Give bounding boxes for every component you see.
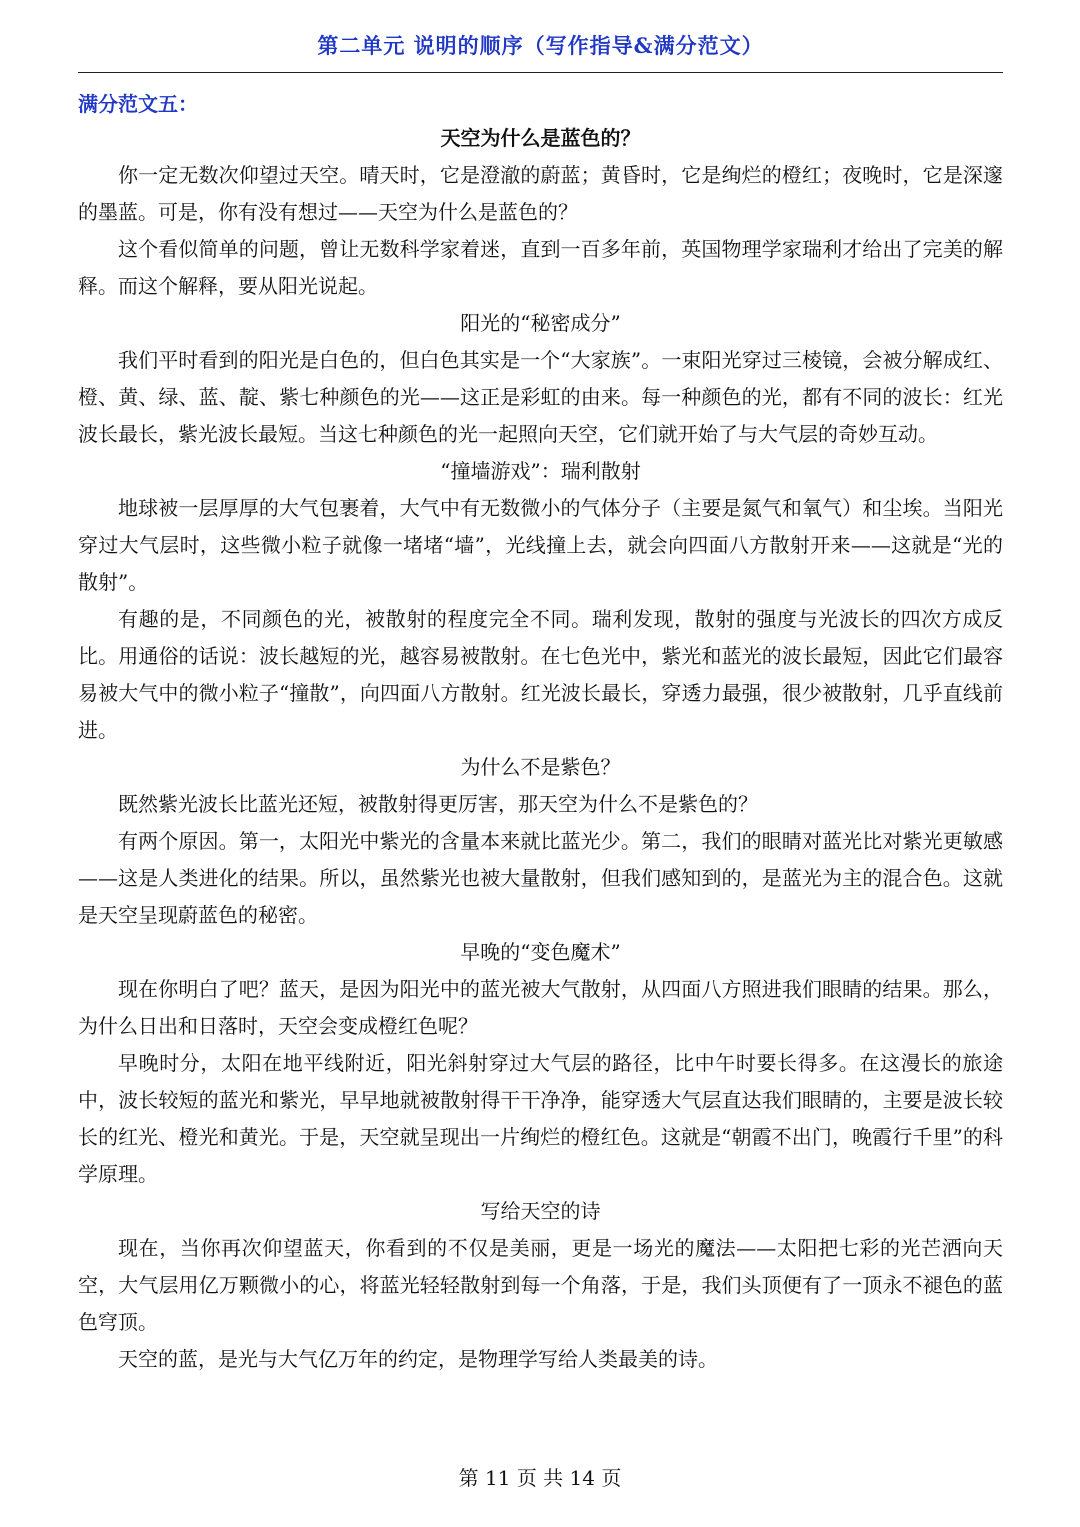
paragraph: 你一定无数次仰望过天空。晴天时，它是澄澈的蔚蓝；黄昏时，它是绚烂的橙红；夜晚时，它是深邃的墨蓝。可是，你有没有想过——天空为什么是蓝色的？ bbox=[78, 163, 1003, 224]
subheading: 阳光的“秘密成分” bbox=[460, 311, 621, 335]
page-number: 第 11 页 共 14 页 bbox=[458, 1466, 622, 1490]
paragraph: 有两个原因。第一，太阳光中紫光的含量本来就比蓝光少。第二，我们的眼睛对蓝光比对紫光更敏感——这是人类进化的结果。所以，虽然紫光也被大量散射，但我们感知到的，是蓝光为主的混合色。这就是天空呈现蔚蓝色的秘密。 bbox=[78, 829, 1003, 927]
paragraph: 这个看似简单的问题，曾让无数科学家着迷，直到一百多年前，英国物理学家瑞利才给出了完美的解释。而这个解释，要从阳光说起。 bbox=[78, 237, 1003, 298]
subheading: 为什么不是紫色？ bbox=[460, 755, 621, 779]
article-title: 天空为什么是蓝色的？ bbox=[440, 126, 641, 150]
paragraph: 早晚时分，太阳在地平线附近，阳光斜射穿过大气层的路径，比中午时要长得多。在这漫长的旅途中，波长较短的蓝光和紫光，早早地就被散射得干干净净，能穿透大气层直达我们眼睛的，主要是波长较长的红光、橙光和黄光。于是，天空就呈现出一片绚烂的橙红色。这就是“朝霞不出门，晚霞行千里”的科学原理。 bbox=[78, 1051, 1003, 1186]
paragraph: 地球被一层厚厚的大气包裹着，大气中有无数微小的气体分子（主要是氮气和氧气）和尘埃。当阳光穿过大气层时，这些微小粒子就像一堵堵“墙”，光线撞上去，就会向四面八方散射开来——这就是“光的散射”。 bbox=[78, 496, 1003, 594]
subheading: “撞墙游戏”：瑞利散射 bbox=[440, 459, 641, 483]
paragraph: 现在你明白了吧？蓝天，是因为阳光中的蓝光被大气散射，从四面八方照进我们眼睛的结果。那么，为什么日出和日落时，天空会变成橙红色呢？ bbox=[78, 977, 1003, 1038]
subheading: 写给天空的诗 bbox=[480, 1199, 601, 1223]
paragraph: 现在，当你再次仰望蓝天，你看到的不仅是美丽，更是一场光的魔法——太阳把七彩的光芒洒向天空，大气层用亿万颗微小的心，将蓝光轻轻散射到每一个角落，于是，我们头顶便有了一顶永不褪色的蓝色穹顶。 bbox=[78, 1236, 1003, 1334]
paragraph: 有趣的是，不同颜色的光，被散射的程度完全不同。瑞利发现，散射的强度与光波长的四次方成反比。用通俗的话说：波长越短的光，越容易被散射。在七色光中，紫光和蓝光的波长最短，因此它们最容易被大气中的微小粒子“撞散”，向四面八方散射。红光波长最长，穿透力最强，很少被散射，几乎直线前进。 bbox=[78, 607, 1003, 742]
header-divider bbox=[78, 72, 1003, 73]
subheading: 早晚的“变色魔术” bbox=[460, 940, 621, 964]
section-label: 满分范文五： bbox=[78, 92, 198, 116]
paragraph: 既然紫光波长比蓝光还短，被散射得更厉害，那天空为什么不是紫色的？ bbox=[118, 792, 758, 816]
paragraph: 天空的蓝，是光与大气亿万年的约定，是物理学写给人类最美的诗。 bbox=[118, 1347, 718, 1371]
paragraph: 我们平时看到的阳光是白色的，但白色其实是一个“大家族”。一束阳光穿过三棱镜，会被分解成红、橙、黄、绿、蓝、靛、紫七种颜色的光——这正是彩虹的由来。每一种颜色的光，都有不同的波长：红光波长最长，紫光波长最短。当这七种颜色的光一起照向天空，它们就开始了与大气层的奇妙互动。 bbox=[78, 348, 1003, 446]
running-header: 第二单元 说明的顺序（写作指导&满分范文） bbox=[317, 33, 764, 58]
article-body bbox=[78, 120, 1003, 1378]
